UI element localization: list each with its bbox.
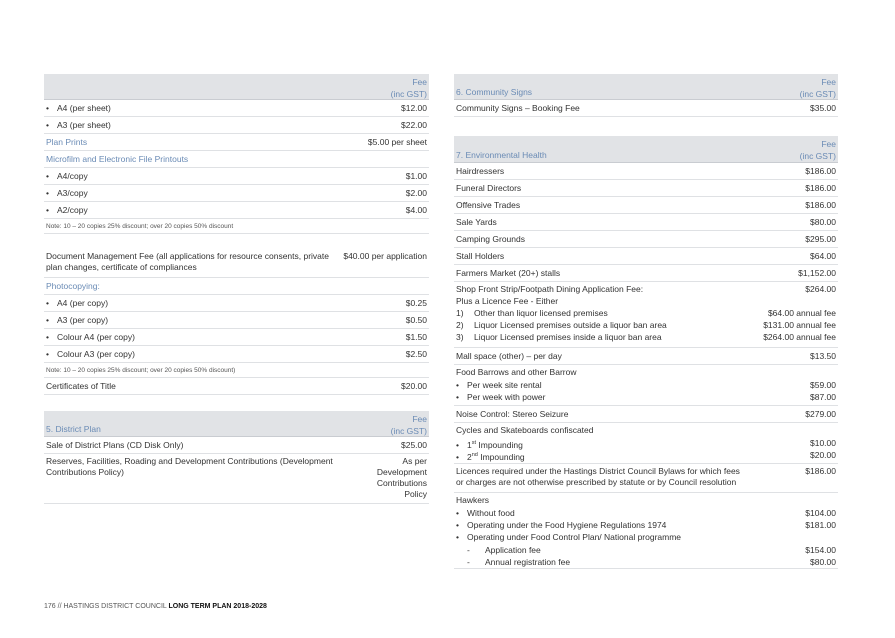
table-row: • A4 (per sheet) $12.00 [44,100,429,117]
page-footer: 176 // HASTINGS DISTRICT COUNCIL LONG TERM PLAN 2018-2028 [44,603,267,610]
environmental-health-table [454,136,838,569]
table-row-cycles: Cycles and Skateboards confiscated • 1st Impounding $10.00 • 2nd Impounding $20.00 [454,423,838,464]
fee-header: Fee (inc GST) [390,414,427,436]
table-row: Hairdressers $186.00 [454,163,838,180]
note: Note: 10 – 20 copies 25% discount; over 20 copies 50% discount) [44,363,429,378]
table-row: Noise Control: Stereo Seizure $279.00 [454,406,838,423]
table-row: Mall space (other) – per day $13.50 [454,348,838,365]
table-row: • A4 (per copy) $0.25 [44,295,429,312]
section-title: 7. Environmental Health [456,150,547,160]
table-row: Stall Holders $64.00 [454,248,838,265]
table-row-shop-front: Shop Front Strip/Footpath Dining Application Fee: $264.00 Plus a Licence Fee - Either 1) Other than liquor licensed premises $64.00 annual fee 2) Liquor Licensed premises outside a liquor ban area $131.00 annual fee 3) Liquor Licensed premises inside a liquor ban area $264.00 annual fee [454,282,838,348]
impounding-2: • 2nd Impounding [456,450,525,463]
table-row: Sale of District Plans (CD Disk Only) $25.00 [44,437,429,454]
fee-header: Fee (inc GST) [799,139,836,161]
note: Note: 10 – 20 copies 25% discount; over 20 copies 50% discount [44,219,429,234]
table-row: Camping Grounds $295.00 [454,231,838,248]
table-row: • A2/copy $4.00 [44,202,429,219]
district-plan-table [44,411,429,504]
fee-header: Fee (inc GST) [390,77,427,99]
doc-mgmt-label: Document Management Fee (all applications for resource consents, private plan changes, certificate of compliances [46,251,330,272]
reserves-label: Reserves, Facilities, Roading and Development Contributions (Development Contributions Policy) [46,456,333,477]
table-row: • A4/copy $1.00 [44,168,429,185]
table-header [44,74,429,100]
section-heading: Microfilm and Electronic File Printouts [44,151,429,168]
table-row: • Colour A3 (per copy) $2.50 [44,346,429,363]
table-row [44,454,429,504]
table-row: • A3/copy $2.00 [44,185,429,202]
table-row: • A3 (per sheet) $22.00 [44,117,429,134]
table-row: • A3 (per copy) $0.50 [44,312,429,329]
fees-table-left [44,74,429,234]
table-header [454,136,838,163]
section-heading: Photocopying: [44,278,429,295]
fee-header: Fee (inc GST) [799,77,836,99]
dash: - [467,557,470,567]
table-header [454,74,838,100]
table-row: Farmers Market (20+) stalls $1,152.00 [454,265,838,282]
dash: - [467,545,470,555]
table-row: • Colour A4 (per copy) $1.50 [44,329,429,346]
table-row: Certificates of Title $20.00 [44,378,429,395]
fees-table-left-2 [44,250,429,395]
table-row-licences: Licences required under the Hastings District Council Bylaws for which fees or charges are not otherwise prescribed by statute or by Council resolution $186.00 [454,464,838,493]
table-row: Community Signs – Booking Fee $35.00 [454,100,838,117]
table-row: Plan Prints $5.00 per sheet [44,134,429,151]
table-row: Document Management Fee (all applications for resource consents, private plan changes, certificate of compliances $40.00 per application [44,250,429,278]
table-row-hawkers: Hawkers • Without food $104.00 • Operating under the Food Hygiene Regulations 1974 $181.00 • Operating under Food Control Plan/ National programme - Application fee $154.00 - Annual registration fee $80.00 [454,493,838,569]
table-row-food-barrows: Food Barrows and other Barrow • Per week site rental $59.00 • Per week with power $87.00 [454,365,838,406]
table-header [44,411,429,437]
table-row: Funeral Directors $186.00 [454,180,838,197]
community-signs-table [454,74,838,117]
licences-label: Licences required under the Hastings District Council Bylaws for which fees or charges are not otherwise prescribed by statute or by Council resolution [456,466,740,487]
section-title: 5. District Plan [46,424,101,434]
reserves-value: As per Development Contributions Policy [376,456,427,499]
table-row: Sale Yards $80.00 [454,214,838,231]
impounding-1: • 1st Impounding [456,438,523,451]
section-title: 6. Community Signs [456,87,533,97]
table-row: Offensive Trades $186.00 [454,197,838,214]
